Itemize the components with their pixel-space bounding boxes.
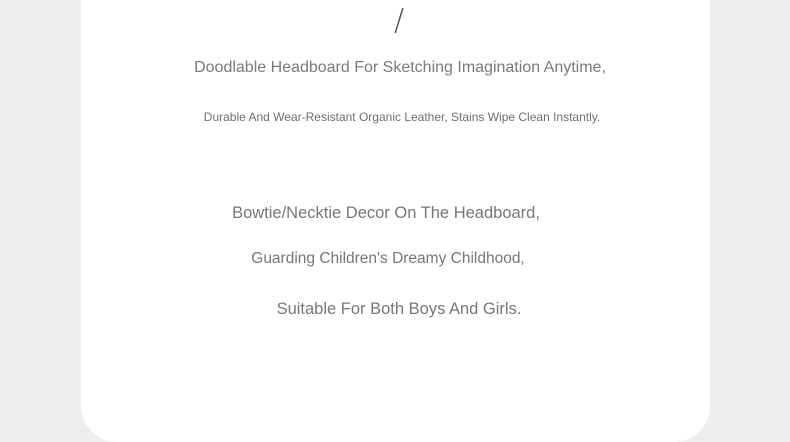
- decor-line-1: Bowtie/Necktie Decor On The Headboard,: [232, 204, 540, 222]
- decor-line-2: Guarding Children's Dreamy Childhood,: [251, 250, 525, 267]
- feature-headline: Doodlable Headboard For Sketching Imagination Anytime,: [194, 59, 606, 76]
- decor-line-3: Suitable For Both Boys And Girls.: [276, 300, 522, 318]
- feature-subline: Durable And Wear-Resistant Organic Leather, Stains Wipe Clean Instantly.: [203, 110, 601, 124]
- divider-slash: /: [393, 3, 405, 38]
